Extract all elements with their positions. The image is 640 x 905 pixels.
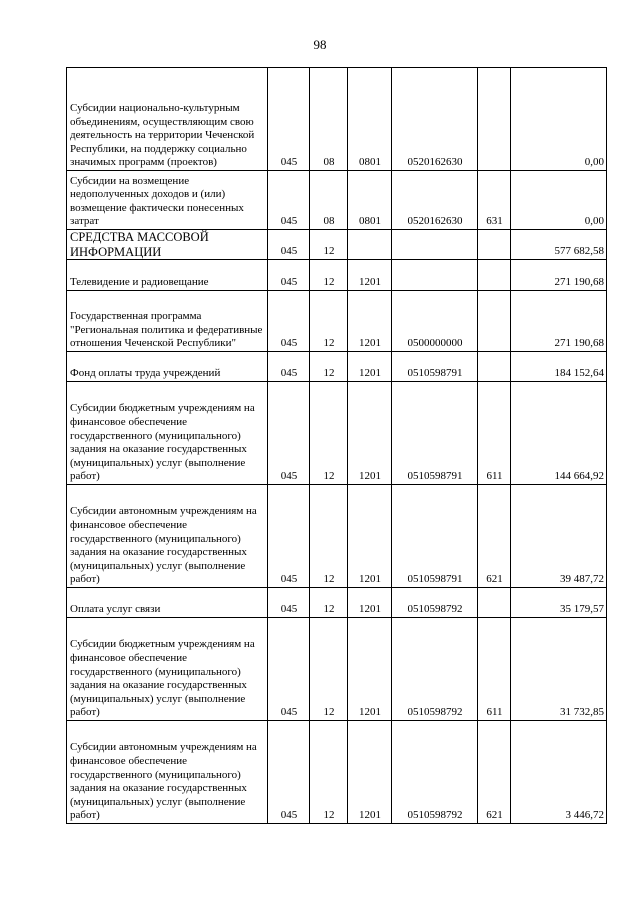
ministry-code: 045 xyxy=(268,291,310,352)
ministry-code: 045 xyxy=(268,260,310,291)
amount: 184 152,64 xyxy=(511,352,607,382)
section-code: 08 xyxy=(310,171,348,230)
section-code: 12 xyxy=(310,230,348,260)
ministry-code: 045 xyxy=(268,68,310,171)
row-name: Телевидение и радиовещание xyxy=(67,260,268,291)
section-code: 12 xyxy=(310,721,348,824)
subsection-code: 1201 xyxy=(348,588,392,618)
row-name: СРЕДСТВА МАССОВОЙ ИНФОРМАЦИИ xyxy=(67,230,268,260)
expense-type-code: 611 xyxy=(478,618,511,721)
target-code: 0520162630 xyxy=(392,171,478,230)
ministry-code: 045 xyxy=(268,352,310,382)
expense-type-code xyxy=(478,230,511,260)
target-code: 0510598792 xyxy=(392,721,478,824)
ministry-code: 045 xyxy=(268,230,310,260)
subsection-code: 0801 xyxy=(348,68,392,171)
row-name: Субсидии бюджетным учреждениям на финансовое обеспечение государственного (муниципального) задания на оказание государственных (муниципальных) услуг (выполнение работ) xyxy=(67,618,268,721)
target-code: 0510598791 xyxy=(392,485,478,588)
table-row xyxy=(67,485,607,588)
table-row xyxy=(67,291,607,352)
table-row xyxy=(67,352,607,382)
table-row xyxy=(67,588,607,618)
row-name: Оплата услуг связи xyxy=(67,588,268,618)
table-row xyxy=(67,171,607,230)
section-code: 08 xyxy=(310,68,348,171)
table-row xyxy=(67,382,607,485)
amount: 271 190,68 xyxy=(511,260,607,291)
subsection-code: 1201 xyxy=(348,618,392,721)
expense-type-code: 611 xyxy=(478,382,511,485)
target-code: 0520162630 xyxy=(392,68,478,171)
table-row xyxy=(67,260,607,291)
expense-type-code xyxy=(478,352,511,382)
target-code xyxy=(392,230,478,260)
ministry-code: 045 xyxy=(268,485,310,588)
row-name: Субсидии на возмещение недополученных доходов и (или) возмещение фактически понесенных затрат xyxy=(67,171,268,230)
subsection-code: 1201 xyxy=(348,721,392,824)
subsection-code: 1201 xyxy=(348,291,392,352)
section-code: 12 xyxy=(310,618,348,721)
expense-type-code: 621 xyxy=(478,485,511,588)
expense-type-code xyxy=(478,588,511,618)
amount: 0,00 xyxy=(511,171,607,230)
target-code: 0510598791 xyxy=(392,352,478,382)
row-name: Государственная программа "Региональная политика и федеративные отношения Чеченской Республики" xyxy=(67,291,268,352)
row-name: Фонд оплаты труда учреждений xyxy=(67,352,268,382)
section-code: 12 xyxy=(310,260,348,291)
target-code xyxy=(392,260,478,291)
amount: 577 682,58 xyxy=(511,230,607,260)
expense-type-code xyxy=(478,260,511,291)
table-row xyxy=(67,68,607,171)
page-number: 98 xyxy=(313,37,327,52)
subsection-code: 1201 xyxy=(348,485,392,588)
amount: 271 190,68 xyxy=(511,291,607,352)
table-row xyxy=(67,721,607,824)
row-name: Субсидии национально-культурным объединениям, осуществляющим свою деятельность на территории Чеченской Республики, на поддержку социально значимых программ (проектов) xyxy=(67,68,268,171)
target-code: 0510598791 xyxy=(392,382,478,485)
subsection-code: 1201 xyxy=(348,260,392,291)
section-code: 12 xyxy=(310,588,348,618)
subsection-code xyxy=(348,230,392,260)
table-row xyxy=(67,618,607,721)
expense-type-code xyxy=(478,291,511,352)
table-row xyxy=(67,230,607,260)
ministry-code: 045 xyxy=(268,721,310,824)
ministry-code: 045 xyxy=(268,171,310,230)
ministry-code: 045 xyxy=(268,618,310,721)
amount: 3 446,72 xyxy=(511,721,607,824)
section-code: 12 xyxy=(310,485,348,588)
amount: 0,00 xyxy=(511,68,607,171)
budget-table xyxy=(66,67,607,824)
expense-type-code xyxy=(478,68,511,171)
section-code: 12 xyxy=(310,291,348,352)
subsection-code: 1201 xyxy=(348,352,392,382)
section-code: 12 xyxy=(310,352,348,382)
subsection-code: 0801 xyxy=(348,171,392,230)
row-name: Субсидии автономным учреждениям на финансовое обеспечение государственного (муниципального) задания на оказание государственных (муниципальных) услуг (выполнение работ) xyxy=(67,721,268,824)
subsection-code: 1201 xyxy=(348,382,392,485)
row-name: Субсидии бюджетным учреждениям на финансовое обеспечение государственного (муниципального) задания на оказание государственных (муниципальных) услуг (выполнение работ) xyxy=(67,382,268,485)
section-code: 12 xyxy=(310,382,348,485)
expense-type-code: 621 xyxy=(478,721,511,824)
target-code: 0510598792 xyxy=(392,588,478,618)
ministry-code: 045 xyxy=(268,382,310,485)
amount: 39 487,72 xyxy=(511,485,607,588)
expense-type-code: 631 xyxy=(478,171,511,230)
target-code: 0500000000 xyxy=(392,291,478,352)
amount: 144 664,92 xyxy=(511,382,607,485)
amount: 35 179,57 xyxy=(511,588,607,618)
row-name: Субсидии автономным учреждениям на финансовое обеспечение государственного (муниципального) задания на оказание государственных (муниципальных) услуг (выполнение работ) xyxy=(67,485,268,588)
target-code: 0510598792 xyxy=(392,618,478,721)
ministry-code: 045 xyxy=(268,588,310,618)
amount: 31 732,85 xyxy=(511,618,607,721)
